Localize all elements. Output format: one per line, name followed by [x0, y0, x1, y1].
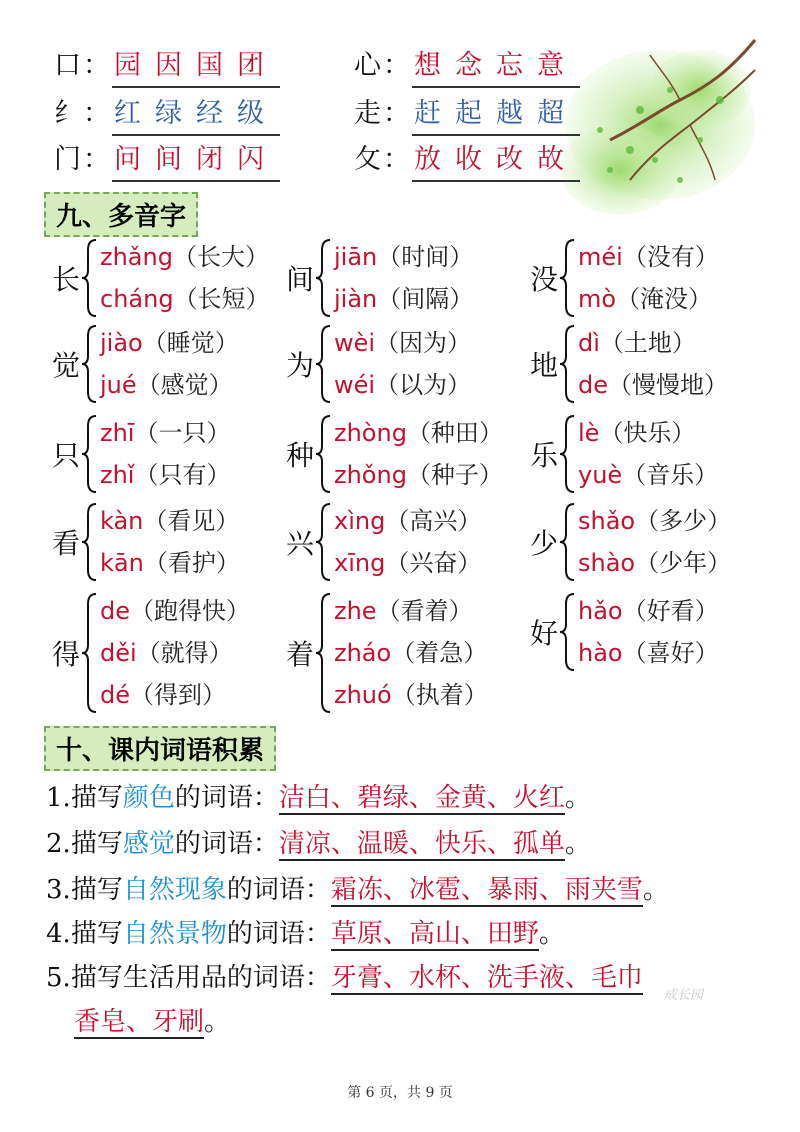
radical-chars: 赶起越超 — [412, 94, 580, 136]
curly-brace-icon — [560, 590, 574, 674]
polyphonic-character: 着 — [286, 638, 315, 671]
page-footer: 第 6 页，共 9 页 — [347, 1085, 453, 1101]
reading-line — [334, 322, 471, 364]
reading-line — [334, 590, 488, 632]
reading-line — [334, 412, 503, 454]
radical-row — [354, 94, 580, 136]
reading-list — [100, 322, 239, 406]
reading-line — [578, 364, 728, 406]
vocab-answer: 洁白、碧绿、金黄、火红 — [278, 783, 565, 813]
vocab-line — [46, 958, 643, 998]
reading-line — [100, 412, 230, 454]
reading-line — [100, 364, 239, 406]
reading-line — [100, 322, 239, 364]
example-word: （音乐） — [622, 461, 719, 489]
polyphonic-entry — [286, 412, 526, 496]
example-word: （得到） — [130, 681, 226, 709]
pinyin: zháo — [334, 639, 392, 667]
colon: ： — [83, 144, 110, 175]
pinyin: shào — [578, 549, 636, 577]
vocab-number: 1. — [46, 783, 71, 813]
reading-list — [578, 590, 719, 674]
polyphonic-entry — [52, 236, 292, 320]
pinyin: jué — [100, 371, 137, 399]
pinyin: shǎo — [578, 507, 636, 535]
vocab-prefix: 描写 — [70, 875, 123, 905]
pinyin: cháng — [100, 285, 174, 313]
vocab-number: 5. — [46, 963, 71, 993]
reading-line — [100, 500, 240, 542]
example-word: （执着） — [391, 681, 488, 709]
polyphonic-entry — [52, 590, 292, 716]
reading-line — [100, 590, 250, 632]
vocab-answer: 香皂、牙刷 — [74, 1007, 205, 1037]
example-word: （好看） — [622, 597, 719, 625]
curly-brace-icon — [82, 590, 96, 716]
reading-list — [100, 412, 230, 496]
example-word: （感觉） — [136, 371, 233, 399]
pinyin: méi — [578, 243, 623, 271]
polyphonic-character: 种 — [286, 439, 315, 472]
vocab-line — [46, 914, 565, 954]
pinyin: děi — [100, 639, 137, 667]
section-header-polyphonic: 九、多音字 — [44, 192, 198, 237]
curly-brace-icon — [316, 412, 330, 496]
reading-line — [578, 322, 728, 364]
polyphonic-character: 间 — [286, 263, 315, 296]
pinyin: wèi — [334, 329, 376, 357]
pinyin: jiān — [334, 243, 378, 271]
vocab-number: 4. — [46, 919, 71, 949]
pinyin: zhǒng — [334, 461, 407, 489]
curly-brace-icon — [82, 412, 96, 496]
radical-row — [354, 140, 580, 182]
polyphonic-character: 没 — [530, 263, 559, 296]
pinyin: dì — [578, 329, 600, 357]
reading-line — [334, 674, 488, 716]
reading-line — [578, 236, 719, 278]
example-word: （睡觉） — [142, 329, 239, 357]
example-word: （没有） — [622, 243, 719, 271]
vocab-prefix: 描写 — [70, 919, 123, 949]
example-word: （多少） — [635, 507, 732, 535]
reading-line — [334, 364, 471, 406]
vocab-line — [46, 824, 591, 864]
vocab-line — [46, 870, 669, 910]
example-word: （只有） — [134, 461, 231, 489]
example-word: （快乐） — [599, 419, 696, 447]
reading-line — [578, 412, 718, 454]
radical-label: 心 — [354, 50, 381, 81]
polyphonic-entry — [286, 500, 526, 584]
polyphonic-entry — [52, 500, 292, 584]
example-word: （因为） — [375, 329, 472, 357]
pinyin: mò — [578, 285, 617, 313]
reading-line — [100, 674, 250, 716]
curly-brace-icon — [316, 590, 330, 716]
reading-list — [334, 590, 488, 716]
polyphonic-entry — [530, 322, 770, 406]
vocab-topic: 自然现象 — [122, 875, 227, 905]
pinyin: de — [578, 371, 608, 399]
curly-brace-icon — [560, 236, 574, 320]
curly-brace-icon — [560, 500, 574, 584]
example-word: （淹没） — [616, 285, 713, 313]
vocab-suffix: 的词语： — [174, 829, 279, 859]
pinyin: hǎo — [578, 597, 623, 625]
colon: ： — [83, 98, 110, 129]
vocab-topic: 感觉 — [122, 829, 175, 859]
reading-list — [100, 590, 250, 716]
vocab-end: 。 — [564, 783, 591, 813]
radical-chars: 放收改故 — [412, 140, 580, 182]
radical-chars: 问间闭闪 — [112, 140, 280, 182]
example-word: （看着） — [376, 597, 473, 625]
vocab-topic: 颜色 — [122, 783, 175, 813]
polyphonic-entry — [52, 322, 292, 406]
polyphonic-character: 好 — [530, 617, 559, 650]
pinyin: kàn — [100, 507, 144, 535]
reading-list — [334, 500, 481, 584]
radical-row — [354, 46, 580, 88]
radical-label: 走 — [354, 98, 381, 129]
vocab-answer: 清凉、温暖、快乐、孤单 — [278, 829, 565, 859]
vocab-answer: 草原、高山、田野 — [330, 919, 539, 949]
example-word: （喜好） — [622, 639, 719, 667]
example-word: （兴奋） — [385, 549, 482, 577]
pinyin: hào — [578, 639, 623, 667]
curly-brace-icon — [82, 322, 96, 406]
reading-list — [578, 412, 718, 496]
example-word: （长短） — [173, 285, 270, 313]
radical-row — [54, 46, 280, 88]
vocab-answer: 牙膏、水杯、洗手液、毛巾 — [330, 963, 643, 993]
polyphonic-entry — [530, 412, 770, 496]
colon: ： — [383, 98, 410, 129]
example-word: （长大） — [172, 243, 269, 271]
example-word: （少年） — [635, 549, 732, 577]
radical-label: 门 — [54, 144, 81, 175]
example-word: （种子） — [406, 461, 503, 489]
reading-line — [334, 236, 473, 278]
reading-list — [578, 236, 719, 320]
polyphonic-entry — [286, 236, 526, 320]
polyphonic-character: 得 — [52, 638, 81, 671]
reading-line — [578, 542, 731, 584]
example-word: （时间） — [377, 243, 474, 271]
pinyin: xìng — [334, 507, 386, 535]
reading-line — [578, 632, 719, 674]
reading-list — [334, 412, 503, 496]
reading-list — [578, 322, 728, 406]
curly-brace-icon — [316, 236, 330, 320]
pinyin: zhǎng — [100, 243, 173, 271]
reading-line — [578, 454, 718, 496]
reading-line — [100, 236, 270, 278]
pinyin: zhe — [334, 597, 377, 625]
reading-line — [334, 542, 481, 584]
polyphonic-entry — [286, 590, 526, 716]
radical-label: 纟 — [54, 98, 81, 129]
example-word: （间隔） — [377, 285, 474, 313]
reading-line — [334, 454, 503, 496]
curly-brace-icon — [82, 236, 96, 320]
vocab-line — [46, 778, 591, 818]
pinyin: xīng — [334, 549, 386, 577]
reading-line — [578, 590, 719, 632]
reading-line — [334, 500, 481, 542]
reading-list — [578, 500, 731, 584]
curly-brace-icon — [560, 322, 574, 406]
vocab-line-continued — [74, 1002, 230, 1042]
reading-list — [334, 322, 471, 406]
example-word: （高兴） — [385, 507, 482, 535]
pinyin: jiàn — [334, 285, 378, 313]
polyphonic-character: 为 — [286, 349, 315, 382]
pinyin: dé — [100, 681, 130, 709]
vocab-end: 。 — [538, 919, 565, 949]
vocab-topic: 自然景物 — [122, 919, 227, 949]
example-word: （慢慢地） — [608, 371, 728, 399]
radical-chars: 园因国团 — [112, 46, 280, 88]
reading-line — [334, 278, 473, 320]
reading-list — [100, 500, 240, 584]
pinyin: de — [100, 597, 130, 625]
colon: ： — [383, 144, 410, 175]
example-word: （一只） — [134, 419, 231, 447]
reading-line — [100, 632, 250, 674]
polyphonic-character: 看 — [52, 527, 81, 560]
polyphonic-character: 乐 — [530, 439, 559, 472]
vocab-suffix: 的词语： — [226, 919, 331, 949]
pinyin: zhuó — [334, 681, 392, 709]
pinyin: jiào — [100, 329, 143, 357]
reading-line — [100, 542, 240, 584]
polyphonic-character: 地 — [530, 349, 559, 382]
pinyin: zhī — [100, 419, 135, 447]
polyphonic-character: 只 — [52, 439, 81, 472]
radical-label: 攵 — [354, 144, 381, 175]
radical-chars: 红绿经级 — [112, 94, 280, 136]
curly-brace-icon — [316, 322, 330, 406]
polyphonic-character: 长 — [52, 263, 81, 296]
polyphonic-entry — [530, 236, 770, 320]
reading-line — [100, 278, 270, 320]
vocab-number: 3. — [46, 875, 71, 905]
polyphonic-character: 兴 — [286, 527, 315, 560]
watermark: 成长园 — [664, 988, 704, 1003]
pinyin: yuè — [578, 461, 623, 489]
reading-line — [578, 278, 719, 320]
polyphonic-entry — [530, 500, 770, 584]
vocab-prefix: 描写生活用品的词语： — [70, 963, 331, 993]
vocab-answer: 霜冻、冰雹、暴雨、雨夹雪 — [330, 875, 643, 905]
polyphonic-entry — [52, 412, 292, 496]
curly-brace-icon — [316, 500, 330, 584]
colon: ： — [83, 50, 110, 81]
pinyin: zhǐ — [100, 461, 135, 489]
vocab-suffix: 的词语： — [174, 783, 279, 813]
vocab-number: 2. — [46, 829, 71, 859]
example-word: （就得） — [136, 639, 233, 667]
polyphonic-entry — [530, 590, 770, 674]
radical-row — [54, 140, 280, 182]
polyphonic-character: 少 — [530, 527, 559, 560]
vocab-end: 。 — [204, 1007, 231, 1037]
reading-line — [100, 454, 230, 496]
radical-row — [54, 94, 280, 136]
vocab-end: 。 — [564, 829, 591, 859]
curly-brace-icon — [560, 412, 574, 496]
pinyin: kān — [100, 549, 144, 577]
vocab-end: 。 — [642, 875, 669, 905]
pinyin: zhòng — [334, 419, 407, 447]
vocab-prefix: 描写 — [70, 829, 123, 859]
radical-chars: 想念忘意 — [412, 46, 580, 88]
vocab-suffix: 的词语： — [226, 875, 331, 905]
reading-list — [334, 236, 473, 320]
section-header-vocabulary: 十、课内词语积累 — [44, 726, 276, 771]
polyphonic-character: 觉 — [52, 349, 81, 382]
example-word: （种田） — [406, 419, 503, 447]
vocab-prefix: 描写 — [70, 783, 123, 813]
reading-line — [334, 632, 488, 674]
radical-label: 口 — [54, 50, 81, 81]
example-word: （着急） — [391, 639, 488, 667]
curly-brace-icon — [82, 500, 96, 584]
example-word: （跑得快） — [130, 597, 250, 625]
reading-list — [100, 236, 270, 320]
example-word: （土地） — [599, 329, 696, 357]
example-word: （看护） — [143, 549, 240, 577]
reading-line — [578, 500, 731, 542]
pinyin: lè — [578, 419, 600, 447]
example-word: （看见） — [143, 507, 240, 535]
polyphonic-entry — [286, 322, 526, 406]
pinyin: wéi — [334, 371, 376, 399]
colon: ： — [383, 50, 410, 81]
example-word: （以为） — [375, 371, 472, 399]
